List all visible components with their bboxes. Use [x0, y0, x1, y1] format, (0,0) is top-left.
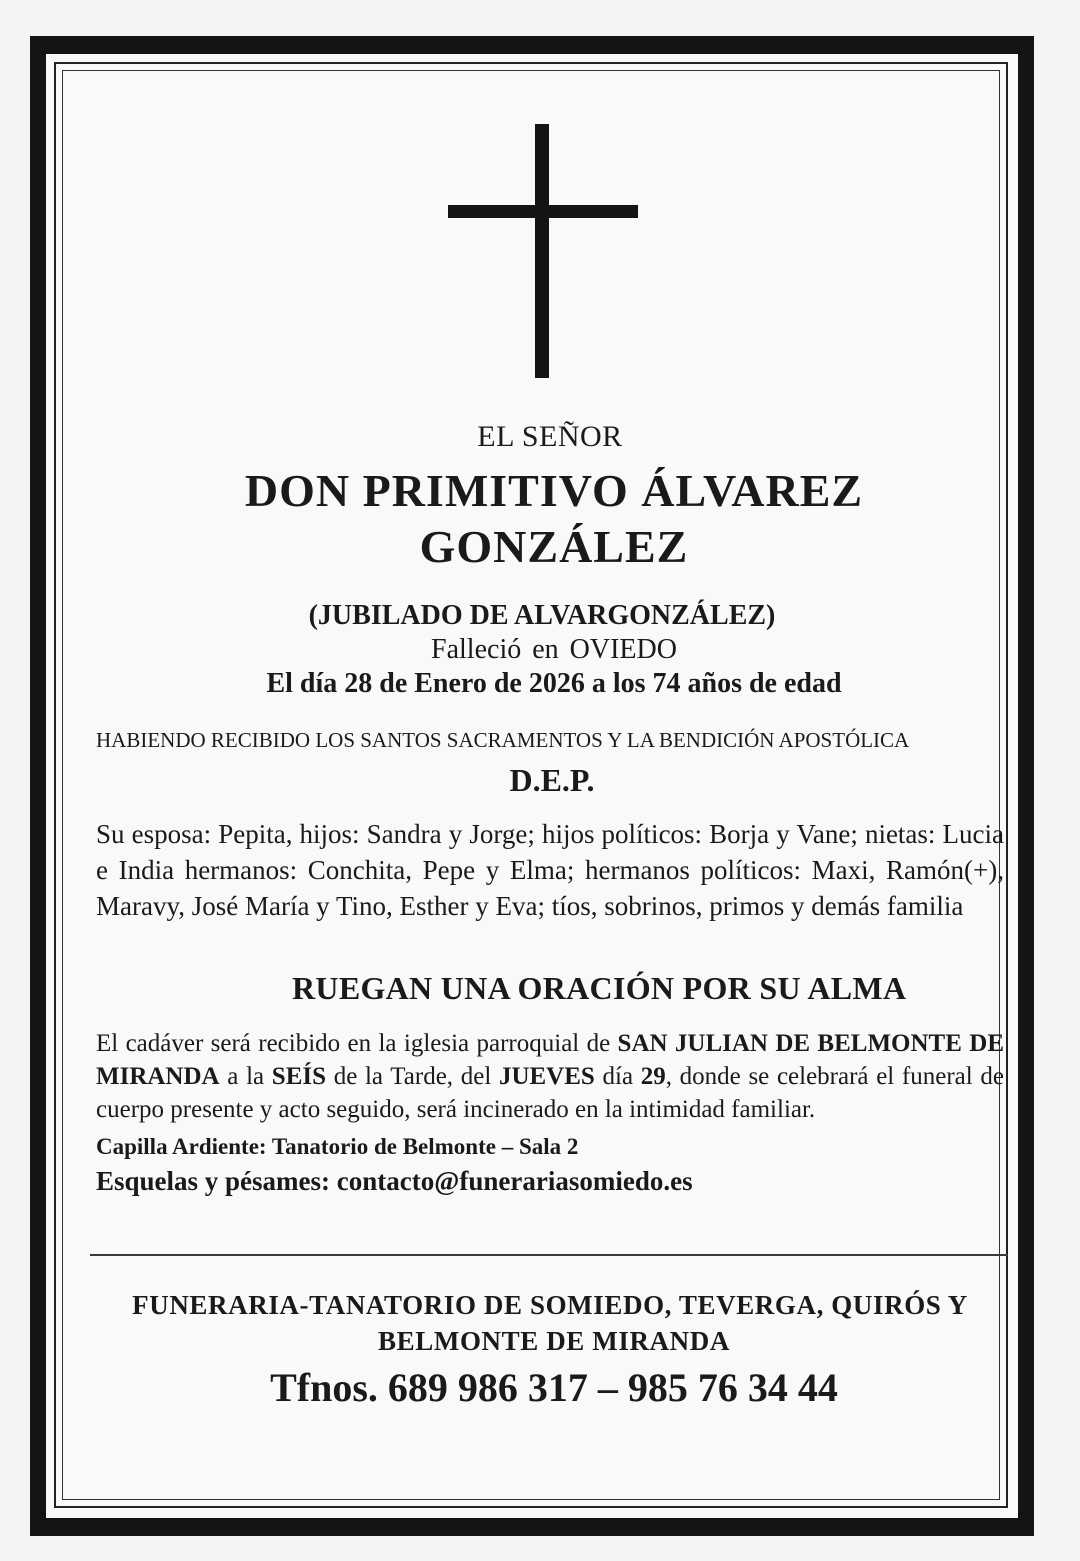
funeral-text-5: , donde se celebrará el funeral de cuerpo presente y acto seguido, será incinerado en la intimidad familiar. [96, 1063, 1004, 1123]
footer-divider [90, 1254, 1008, 1256]
funeral-text-1: El cadáver será recibido en la iglesia parroquial de [96, 1030, 618, 1057]
phone-numbers: Tfnos. 689 986 317 – 985 76 34 44 [270, 1365, 838, 1410]
title-prefix: EL SEÑOR [477, 420, 623, 453]
sacraments-line: HABIENDO RECIBIDO LOS SANTOS SACRAMENTOS Y LA BENDICIÓN APOSTÓLICA [96, 728, 910, 752]
prayer-request: RUEGAN UNA ORACIÓN POR SU ALMA [292, 970, 907, 1006]
funeral-paragraph [96, 1027, 1004, 1126]
rip-heading: D.E.P. [509, 762, 595, 798]
funeral-hour: SEÍS [271, 1063, 327, 1090]
funeral-day: 29 [640, 1063, 666, 1090]
contact-info: Esquelas y pésames: contacto@funerariasomiedo.es [96, 1166, 693, 1196]
date-of-death: El día 28 de Enero de 2026 a los 74 años de edad [266, 668, 842, 699]
funeral-home-line2: BELMONTE DE MIRANDA [378, 1326, 730, 1356]
place-of-death: Falleció en OVIEDO [431, 634, 677, 665]
deceased-name-line2: GONZÁLEZ [419, 521, 689, 572]
funeral-text-3: de la Tarde, del [326, 1063, 499, 1090]
cross-horizontal-bar [448, 205, 638, 218]
deceased-name-line1: DON PRIMITIVO ÁLVAREZ [244, 465, 864, 516]
family-paragraph: Su esposa: Pepita, hijos: Sandra y Jorge; hijos políticos: Borja y Vane; nietas: Lucia e India hermanos: Conchita, Pepe y Elma; hermanos políticos: Maxi, Ramón(+), Maravy, José María y Tino, Esther y Eva; tíos, sobrinos, primos y demás familia [96, 819, 1004, 921]
funeral-text-2: a la [219, 1063, 272, 1090]
occupation: (JUBILADO DE ALVARGONZÁLEZ) [308, 600, 776, 631]
church-name: SAN JULIAN DE BELMONTE DE MIRANDA [96, 1030, 1004, 1090]
cross-vertical-bar [535, 124, 549, 378]
funeral-text-4: día [594, 1063, 641, 1090]
chapel-info: Capilla Ardiente: Tanatorio de Belmonte – Sala 2 [96, 1134, 579, 1159]
funeral-home-line1: FUNERARIA-TANATORIO DE SOMIEDO, TEVERGA, QUIRÓS Y [132, 1290, 968, 1320]
funeral-weekday: JUEVES [498, 1063, 595, 1090]
